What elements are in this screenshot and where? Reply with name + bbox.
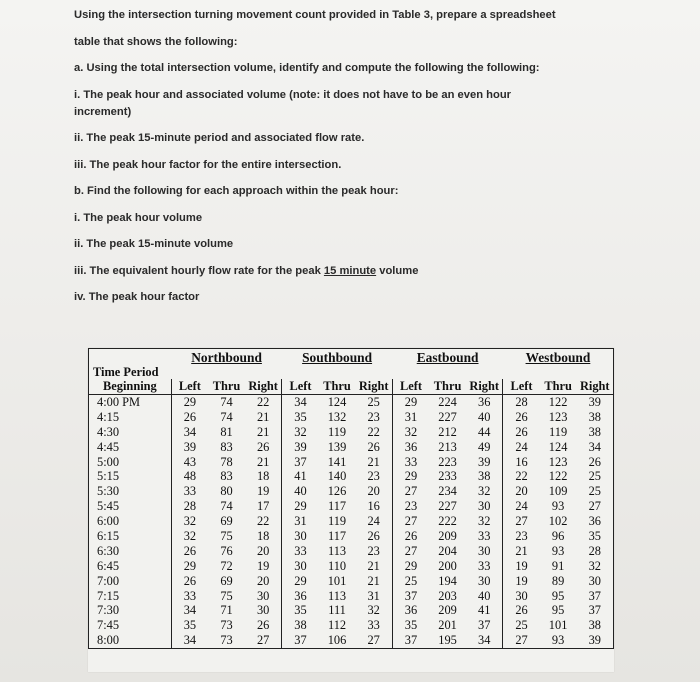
volume-cell: 25 bbox=[588, 484, 601, 499]
volume-cell: 35 bbox=[171, 618, 208, 633]
volume-cell: 22 bbox=[367, 424, 380, 439]
volume-cell: 29 bbox=[392, 394, 429, 409]
volume-cell: 73 bbox=[208, 633, 245, 648]
volume-cell: 25 bbox=[392, 573, 429, 588]
volume-cell: 20 bbox=[256, 543, 270, 558]
volume-cell: 21 bbox=[367, 454, 380, 469]
volume-cell: 31 bbox=[282, 514, 319, 529]
volume-cell: 117 bbox=[327, 499, 347, 514]
approach-westbound: Westbound bbox=[525, 350, 591, 365]
time-cell: 7:45 bbox=[97, 618, 120, 633]
volume-cell: 19 bbox=[503, 573, 540, 588]
table-row bbox=[89, 410, 614, 425]
movement-thru: Thru bbox=[540, 379, 577, 394]
volume-cell: 83 bbox=[220, 469, 233, 484]
volume-cell: 30 bbox=[256, 588, 270, 603]
volume-cell: 37 bbox=[392, 633, 429, 648]
volume-cell: 21 bbox=[256, 409, 270, 424]
table-row bbox=[89, 424, 614, 439]
table-row bbox=[89, 573, 614, 588]
volume-cell: 30 bbox=[282, 558, 319, 573]
turning-movement-count-table bbox=[88, 348, 614, 649]
volume-cell: 27 bbox=[245, 633, 282, 648]
volume-cell: 30 bbox=[478, 543, 491, 558]
volume-cell: 26 bbox=[392, 529, 429, 544]
volume-cell: 26 bbox=[171, 573, 208, 588]
volume-cell: 123 bbox=[548, 409, 568, 424]
volume-cell: 30 bbox=[588, 573, 601, 588]
volume-cell: 122 bbox=[548, 394, 568, 409]
table-row bbox=[89, 439, 614, 454]
volume-cell: 122 bbox=[548, 469, 568, 484]
volume-cell: 203 bbox=[438, 588, 457, 603]
volume-cell: 23 bbox=[367, 469, 380, 484]
volume-cell: 29 bbox=[392, 558, 429, 573]
volume-cell: 124 bbox=[327, 394, 347, 409]
volume-cell: 213 bbox=[438, 439, 457, 454]
volume-cell: 28 bbox=[503, 394, 540, 409]
volume-cell: 32 bbox=[367, 603, 380, 618]
approach-header-row bbox=[89, 349, 614, 366]
volume-cell: 35 bbox=[392, 618, 429, 633]
volume-cell: 44 bbox=[478, 424, 491, 439]
volume-cell: 36 bbox=[282, 588, 319, 603]
volume-cell: 25 bbox=[367, 394, 380, 409]
volume-cell: 26 bbox=[503, 603, 540, 618]
table-row bbox=[89, 394, 614, 409]
volume-cell: 34 bbox=[171, 633, 208, 648]
volume-cell: 69 bbox=[220, 573, 233, 588]
volume-cell: 28 bbox=[171, 499, 208, 514]
volume-cell: 30 bbox=[503, 588, 540, 603]
volume-cell: 33 bbox=[478, 558, 491, 573]
movement-thru: Thru bbox=[429, 379, 466, 394]
volume-cell: 19 bbox=[503, 558, 540, 573]
volume-cell: 34 bbox=[466, 633, 503, 648]
volume-cell: 18 bbox=[256, 528, 270, 543]
movement-left: Left bbox=[282, 379, 319, 394]
volume-cell: 32 bbox=[171, 514, 208, 529]
time-cell: 6:00 bbox=[97, 514, 120, 529]
volume-cell: 37 bbox=[282, 454, 319, 469]
volume-cell: 29 bbox=[171, 558, 208, 573]
volume-cell: 233 bbox=[438, 469, 457, 484]
instruction-b-i: i. The peak hour volume bbox=[74, 211, 203, 224]
volume-cell: 93 bbox=[551, 499, 565, 514]
volume-cell: 117 bbox=[327, 528, 347, 543]
volume-cell: 224 bbox=[438, 394, 457, 409]
volume-cell: 31 bbox=[392, 410, 429, 425]
volume-cell: 21 bbox=[256, 424, 270, 439]
volume-cell: 29 bbox=[282, 573, 319, 588]
time-cell: 4:45 bbox=[97, 439, 120, 454]
volume-cell: 209 bbox=[438, 528, 457, 543]
volume-cell: 24 bbox=[503, 439, 540, 454]
volume-cell: 48 bbox=[171, 469, 208, 484]
instruction-b-iv: iv. The peak hour factor bbox=[74, 291, 200, 303]
time-cell: 6:15 bbox=[97, 528, 120, 543]
volume-cell: 40 bbox=[478, 409, 491, 424]
volume-cell: 209 bbox=[438, 603, 457, 618]
time-cell: 7:00 bbox=[97, 573, 120, 588]
volume-cell: 34 bbox=[588, 439, 601, 454]
time-cell: 6:45 bbox=[97, 558, 120, 573]
volume-cell: 124 bbox=[548, 439, 568, 454]
table-body bbox=[89, 394, 614, 648]
volume-cell: 39 bbox=[282, 439, 319, 454]
volume-cell: 93 bbox=[540, 633, 577, 648]
volume-cell: 30 bbox=[478, 573, 491, 588]
volume-cell: 95 bbox=[551, 603, 565, 618]
volume-cell: 30 bbox=[282, 529, 319, 544]
table-row bbox=[89, 633, 614, 648]
volume-cell: 74 bbox=[220, 394, 233, 409]
table-row bbox=[89, 469, 614, 484]
volume-cell: 27 bbox=[503, 633, 540, 648]
volume-cell: 30 bbox=[478, 499, 491, 514]
volume-cell: 23 bbox=[392, 499, 429, 514]
volume-cell: 25 bbox=[588, 469, 601, 484]
volume-cell: 16 bbox=[503, 454, 540, 469]
volume-cell: 30 bbox=[256, 603, 270, 618]
volume-cell: 34 bbox=[171, 603, 208, 618]
volume-cell: 26 bbox=[503, 410, 540, 425]
volume-cell: 33 bbox=[478, 528, 491, 543]
movement-right: Right bbox=[245, 379, 282, 394]
volume-cell: 21 bbox=[367, 558, 380, 573]
volume-cell: 37 bbox=[392, 588, 429, 603]
volume-cell: 111 bbox=[328, 603, 346, 618]
volume-cell: 81 bbox=[220, 424, 233, 439]
volume-cell: 38 bbox=[588, 424, 601, 439]
volume-cell: 89 bbox=[551, 573, 565, 588]
problem-instructions bbox=[74, 6, 674, 315]
volume-cell: 23 bbox=[503, 529, 540, 544]
instruction-part-b: b. Find the following for each approach within the peak hour: bbox=[74, 185, 399, 197]
table-row bbox=[89, 454, 614, 469]
volume-cell: 34 bbox=[171, 424, 208, 439]
time-cell: 8:00 bbox=[89, 633, 172, 648]
table-row bbox=[89, 499, 614, 514]
volume-cell: 75 bbox=[220, 588, 233, 603]
volume-cell: 21 bbox=[256, 454, 270, 469]
table-row bbox=[89, 514, 614, 529]
volume-cell: 74 bbox=[220, 499, 233, 514]
volume-cell: 36 bbox=[392, 439, 429, 454]
volume-cell: 96 bbox=[551, 528, 565, 543]
instruction-a-i: i. The peak hour and associated volume (note: it does not have to be an even hour bbox=[74, 88, 512, 101]
volume-cell: 33 bbox=[392, 454, 429, 469]
volume-cell: 140 bbox=[327, 469, 347, 484]
volume-cell: 40 bbox=[282, 484, 319, 499]
approach-northbound: Northbound bbox=[191, 350, 262, 365]
volume-cell: 22 bbox=[503, 469, 540, 484]
time-cell: 4:00 PM bbox=[97, 394, 141, 409]
movement-right: Right bbox=[577, 379, 614, 394]
volume-cell: 35 bbox=[282, 410, 319, 425]
volume-cell: 39 bbox=[577, 633, 614, 648]
volume-cell: 36 bbox=[588, 514, 601, 529]
volume-cell: 23 bbox=[367, 409, 380, 424]
volume-cell: 26 bbox=[256, 439, 270, 454]
volume-cell: 28 bbox=[588, 543, 601, 558]
instruction-b-iii-pre: iii. The equivalent hourly flow rate for the peak bbox=[74, 264, 324, 277]
time-period-label-row bbox=[89, 365, 614, 379]
volume-cell: 22 bbox=[256, 514, 270, 529]
volume-cell: 32 bbox=[171, 529, 208, 544]
volume-cell: 27 bbox=[392, 514, 429, 529]
volume-cell: 200 bbox=[438, 558, 457, 573]
instruction-part-a: a. Using the total intersection volume, identify and compute the following the following: bbox=[74, 62, 540, 74]
movement-thru: Thru bbox=[208, 379, 245, 394]
movement-left: Left bbox=[392, 379, 429, 394]
volume-cell: 33 bbox=[171, 588, 208, 603]
volume-cell: 41 bbox=[478, 603, 491, 618]
volume-cell: 23 bbox=[367, 543, 380, 558]
volume-cell: 201 bbox=[438, 618, 457, 633]
beginning-label: Beginning bbox=[89, 379, 172, 394]
volume-cell: 20 bbox=[367, 484, 380, 499]
volume-cell: 25 bbox=[503, 618, 540, 633]
volume-cell: 78 bbox=[220, 454, 233, 469]
volume-cell: 109 bbox=[548, 484, 568, 499]
volume-cell: 32 bbox=[478, 484, 491, 499]
instruction-b-iii-underlined: 15 minute bbox=[323, 264, 377, 277]
volume-cell: 26 bbox=[171, 410, 208, 425]
volume-cell: 21 bbox=[367, 573, 380, 588]
volume-cell: 101 bbox=[548, 618, 568, 633]
volume-cell: 123 bbox=[548, 454, 568, 469]
instruction-intro-cont: table that shows the following: bbox=[74, 35, 238, 48]
volume-cell: 33 bbox=[282, 544, 319, 559]
volume-cell: 36 bbox=[392, 603, 429, 618]
volume-cell: 26 bbox=[503, 424, 540, 439]
volume-cell: 39 bbox=[478, 454, 491, 469]
instruction-a-ii: ii. The peak 15-minute period and associated flow rate. bbox=[74, 132, 365, 144]
volume-cell: 31 bbox=[367, 588, 380, 603]
volume-cell: 33 bbox=[171, 484, 208, 499]
time-cell: 7:30 bbox=[97, 603, 120, 618]
volume-cell: 43 bbox=[171, 454, 208, 469]
volume-cell: 33 bbox=[367, 618, 380, 633]
volume-cell: 74 bbox=[220, 409, 233, 424]
volume-cell: 38 bbox=[588, 618, 601, 633]
instruction-a-i-cont: increment) bbox=[74, 105, 132, 118]
volume-cell: 24 bbox=[503, 499, 540, 514]
volume-cell: 106 bbox=[319, 633, 356, 648]
instruction-b-iii-post: volume bbox=[376, 264, 419, 277]
volume-cell: 26 bbox=[367, 439, 380, 454]
movement-right: Right bbox=[466, 379, 503, 394]
movement-left: Left bbox=[171, 379, 208, 394]
table-row bbox=[89, 588, 614, 603]
volume-cell: 141 bbox=[327, 454, 347, 469]
volume-cell: 29 bbox=[282, 499, 319, 514]
volume-cell: 19 bbox=[256, 484, 270, 499]
volume-cell: 38 bbox=[282, 618, 319, 633]
approach-eastbound: Eastbound bbox=[416, 350, 479, 365]
volume-cell: 29 bbox=[392, 469, 429, 484]
time-cell: 6:30 bbox=[97, 543, 120, 558]
volume-cell: 35 bbox=[282, 603, 319, 618]
time-cell: 4:15 bbox=[97, 409, 120, 424]
instruction-b-iii bbox=[74, 262, 674, 289]
volume-cell: 21 bbox=[503, 544, 540, 559]
volume-cell: 93 bbox=[551, 543, 565, 558]
table-row bbox=[89, 529, 614, 544]
time-cell: 5:00 bbox=[97, 454, 120, 469]
volume-cell: 119 bbox=[327, 424, 347, 439]
volume-cell: 132 bbox=[327, 409, 347, 424]
volume-cell: 26 bbox=[171, 544, 208, 559]
table-row bbox=[89, 618, 614, 633]
volume-cell: 234 bbox=[438, 484, 457, 499]
volume-cell: 126 bbox=[327, 484, 347, 499]
volume-cell: 37 bbox=[478, 618, 491, 633]
time-cell: 5:45 bbox=[97, 499, 120, 514]
volume-cell: 72 bbox=[220, 558, 233, 573]
volume-cell: 227 bbox=[438, 409, 457, 424]
movement-header-row bbox=[89, 379, 614, 394]
volume-cell: 36 bbox=[478, 394, 491, 409]
volume-cell: 204 bbox=[438, 543, 457, 558]
table-row bbox=[89, 558, 614, 573]
volume-cell: 20 bbox=[256, 573, 270, 588]
volume-cell: 113 bbox=[327, 588, 347, 603]
volume-cell: 38 bbox=[478, 469, 491, 484]
volume-cell: 39 bbox=[171, 439, 208, 454]
time-cell: 7:15 bbox=[97, 588, 120, 603]
volume-cell: 40 bbox=[478, 588, 491, 603]
volume-cell: 27 bbox=[392, 484, 429, 499]
volume-cell: 32 bbox=[478, 514, 491, 529]
volume-cell: 29 bbox=[171, 394, 208, 409]
volume-cell: 37 bbox=[588, 588, 601, 603]
volume-cell: 75 bbox=[220, 528, 233, 543]
volume-cell: 223 bbox=[438, 454, 457, 469]
table-row bbox=[89, 603, 614, 618]
volume-cell: 139 bbox=[327, 439, 347, 454]
volume-cell: 119 bbox=[549, 424, 568, 439]
volume-cell: 22 bbox=[256, 394, 270, 409]
volume-cell: 112 bbox=[327, 618, 347, 633]
time-period-label: Time Period bbox=[93, 365, 159, 380]
volume-cell: 39 bbox=[588, 394, 601, 409]
volume-cell: 18 bbox=[256, 469, 270, 484]
volume-cell: 19 bbox=[256, 558, 270, 573]
turning-movement-table bbox=[88, 348, 614, 672]
volume-cell: 195 bbox=[429, 633, 466, 648]
table-row bbox=[89, 544, 614, 559]
movement-left: Left bbox=[503, 379, 540, 394]
volume-cell: 27 bbox=[588, 499, 601, 514]
volume-cell: 26 bbox=[367, 528, 380, 543]
approach-southbound: Southbound bbox=[302, 350, 373, 365]
time-cell: 5:15 bbox=[97, 469, 120, 484]
volume-cell: 32 bbox=[282, 424, 319, 439]
volume-cell: 222 bbox=[438, 514, 457, 529]
volume-cell: 26 bbox=[588, 454, 601, 469]
volume-cell: 83 bbox=[220, 439, 233, 454]
volume-cell: 20 bbox=[503, 484, 540, 499]
volume-cell: 35 bbox=[588, 528, 601, 543]
volume-cell: 212 bbox=[438, 424, 457, 439]
instruction-b-ii: ii. The peak 15-minute volume bbox=[74, 238, 234, 250]
volume-cell: 91 bbox=[551, 558, 565, 573]
volume-cell: 24 bbox=[367, 514, 380, 529]
volume-cell: 17 bbox=[256, 499, 270, 514]
volume-cell: 119 bbox=[327, 514, 347, 529]
volume-cell: 38 bbox=[588, 409, 601, 424]
time-cell: 4:30 bbox=[97, 424, 120, 439]
movement-thru: Thru bbox=[319, 379, 356, 394]
time-cell: 5:30 bbox=[97, 484, 120, 499]
volume-cell: 113 bbox=[327, 543, 347, 558]
table-row bbox=[89, 484, 614, 499]
volume-cell: 227 bbox=[438, 499, 457, 514]
volume-cell: 73 bbox=[220, 618, 233, 633]
movement-right: Right bbox=[355, 379, 392, 394]
volume-cell: 27 bbox=[392, 544, 429, 559]
volume-cell: 80 bbox=[220, 484, 233, 499]
volume-cell: 32 bbox=[588, 558, 601, 573]
volume-cell: 16 bbox=[367, 499, 380, 514]
volume-cell: 76 bbox=[220, 543, 233, 558]
volume-cell: 34 bbox=[282, 394, 319, 409]
instruction-a-iii: iii. The peak hour factor for the entire intersection. bbox=[74, 158, 342, 171]
volume-cell: 41 bbox=[282, 469, 319, 484]
volume-cell: 27 bbox=[503, 514, 540, 529]
volume-cell: 71 bbox=[220, 603, 233, 618]
volume-cell: 110 bbox=[327, 558, 347, 573]
volume-cell: 49 bbox=[478, 439, 491, 454]
instruction-intro: Using the intersection turning movement count provided in Table 3, prepare a spreadsheet bbox=[74, 9, 556, 21]
volume-cell: 27 bbox=[355, 633, 392, 648]
volume-cell: 194 bbox=[438, 573, 457, 588]
volume-cell: 102 bbox=[548, 514, 568, 529]
volume-cell: 37 bbox=[282, 633, 319, 648]
volume-cell: 37 bbox=[588, 603, 601, 618]
volume-cell: 101 bbox=[327, 573, 347, 588]
volume-cell: 26 bbox=[256, 618, 270, 633]
volume-cell: 32 bbox=[392, 424, 429, 439]
volume-cell: 95 bbox=[551, 588, 565, 603]
volume-cell: 69 bbox=[220, 514, 233, 529]
